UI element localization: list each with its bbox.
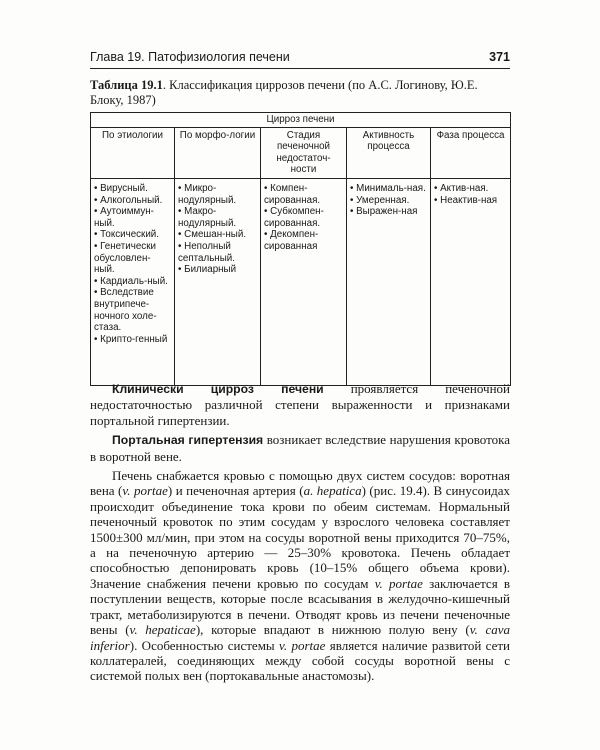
text-run: ) (рис. 19.4). В синусоидах происходит объединение тока крови по обеим системам. Нормальный печеночный кровоток по этим сосудам у взрослого человека составляет 1500±300 мл/мин, при этом на сосуды воротной вены приходится 70–75%, а на печеночную артерию — 25–30% кровотока. Печень обладает способностью депонировать кровь (10–15% общего объема крови). Значение снабжения печени кровью по сосудам [90, 483, 510, 591]
paragraph-text: возникает вследствие нарушения кровотока в воротной вене. [90, 432, 510, 464]
header-divider [90, 68, 510, 69]
latin-term: v. portae [279, 637, 326, 653]
paragraph-portal-hypertension [90, 432, 510, 464]
table-header-row [91, 127, 511, 178]
list-item: • Субкомпен-сированная. [264, 206, 324, 229]
list-item: • Микро-нодулярный. [178, 182, 237, 206]
text-run: ) и печеночная артерия ( [167, 483, 304, 499]
table-row [91, 178, 511, 385]
term-portal-hypertension: Портальная гипертензия [112, 433, 264, 448]
column-header-activity: Активность процесса [347, 127, 431, 178]
table-caption-text: . Классификация циррозов печени (по А.С. Логинову, Ю.Е. Блоку, 1987) [90, 78, 478, 107]
page-header [90, 50, 510, 68]
latin-term: v. portae [374, 575, 423, 591]
term-clinical-cirrhosis: Клинически цирроз печени [112, 382, 324, 396]
list-item: • Токсический. [94, 229, 159, 241]
list-item: • Декомпен-сированная [264, 229, 319, 252]
cell-failure-stage [261, 178, 347, 385]
list-item: • Генетически обусловлен-ный. [94, 240, 156, 276]
cell-morphology [175, 178, 261, 385]
paragraph-clinical [90, 381, 510, 428]
list-item: • Билиарный [178, 264, 237, 276]
latin-term: v. cava inferior [90, 622, 510, 653]
text-run: ), которые впадают в нижнюю полую вену ( [195, 622, 470, 638]
cell-phase [431, 178, 511, 385]
body-text [90, 381, 510, 688]
latin-term: a. hepatica [303, 483, 362, 499]
paragraph-text: проявляется печеночной недостаточностью различной степени выраженности и признаками портальной гипертензии. [90, 381, 510, 428]
cirrhosis-classification-table [90, 112, 511, 386]
list-item: • Выражен-ная [350, 206, 418, 218]
column-header-failure-stage: Стадия печеночной недостаточ-ности [261, 127, 347, 178]
list-item: • Вследствие внутрипече-ночного холе-стаза. [94, 287, 157, 334]
list-item: • Компен-сированная. [264, 182, 321, 206]
list-item: • Смешан-ный. [178, 229, 247, 241]
cell-etiology [91, 178, 175, 385]
text-run: заключается в поступлении веществ, которые после всасывания в желудочно-кишечный тракт, метаболизируются в печени. Отводят кровь из печени печеночные вены ( [90, 575, 510, 638]
chapter-title: Глава 19. Патофизиология печени [90, 50, 290, 64]
list-item: • Макро-нодулярный. [178, 206, 237, 229]
column-header-morphology: По морфо-логии [175, 127, 261, 178]
column-header-phase: Фаза процесса [431, 127, 511, 178]
list-item: • Крипто-генный [94, 333, 168, 345]
table-caption-label: Таблица 19.1 [90, 78, 163, 92]
table-title-row [91, 113, 511, 128]
cell-activity [347, 178, 431, 385]
list-item: • Актив-ная. [434, 182, 489, 194]
latin-term: v. portae [122, 483, 168, 499]
table-title: Цирроз печени [91, 113, 511, 128]
list-item: • Алкогольный. [94, 194, 163, 206]
text-run: ). Особенностью системы [129, 637, 280, 653]
list-item: • Аутоиммун-ный. [94, 206, 154, 229]
latin-term: v. hepaticae [129, 622, 196, 638]
list-item: • Минималь-ная. [350, 182, 426, 194]
paragraph-blood-supply [90, 468, 510, 684]
list-item: • Неполный септальный. [178, 240, 235, 264]
table-caption [90, 78, 510, 107]
list-item: • Кардиаль-ный. [94, 275, 168, 287]
text-run: Печень снабжается кровью с помощью двух систем сосудов: воротная вена ( [90, 468, 510, 499]
page-number: 371 [489, 50, 510, 64]
list-item: • Умеренная. [350, 194, 410, 206]
list-item: • Вирусный. [94, 182, 148, 194]
text-run: является наличие развитой сети коллатералей, соединяющих между собой сосуды воротной вены с системой полых вен (портокавальные анастомозы). [90, 637, 510, 684]
list-item: • Неактив-ная [434, 194, 498, 206]
column-header-etiology: По этиологии [91, 127, 175, 178]
